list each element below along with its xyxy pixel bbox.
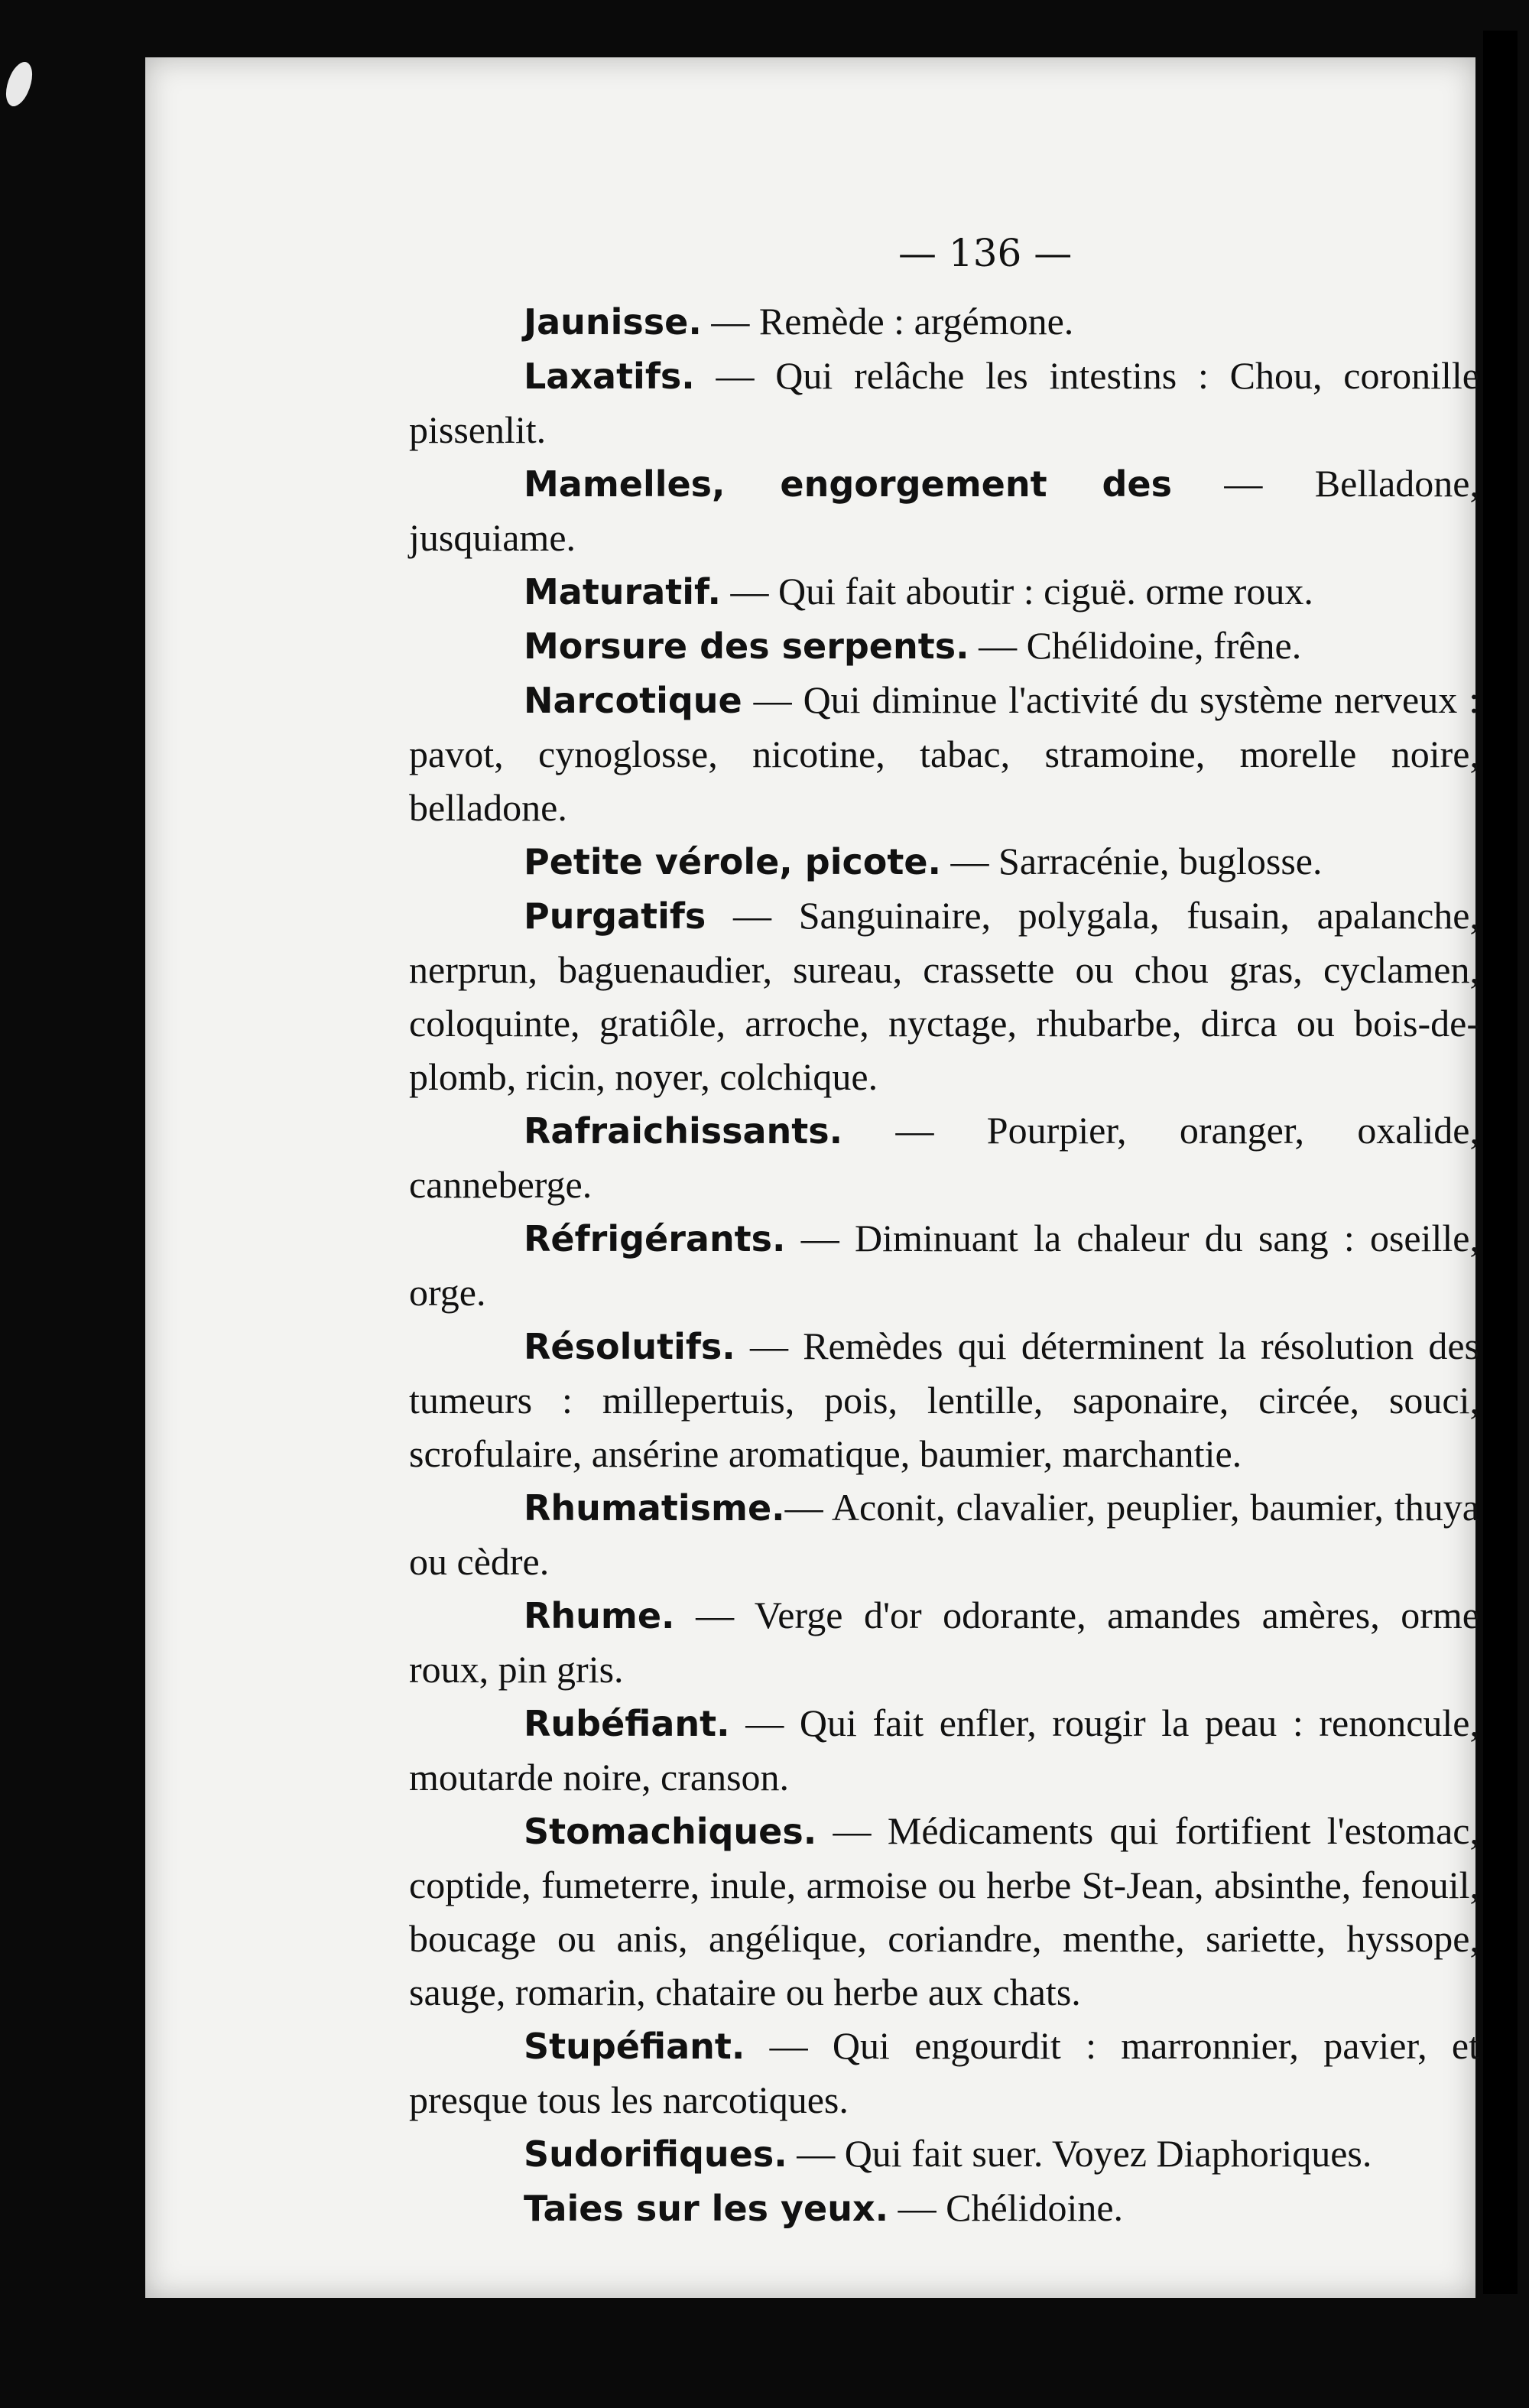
entry-mamelles [409,457,1479,564]
entry-resolutifs [409,1319,1479,1480]
entry-stupefiant [409,2019,1479,2127]
entry-text: — Chélidoine, frêne. [969,624,1302,667]
entry-text: — Verge d'or odorante, amandes amères, orme roux, pin gris. [409,1594,1479,1691]
entry-text: — Sanguinaire, polygala, fusain, apalanche, nerprun, baguenaudier, sureau, crassette ou chou gras, cyclamen, coloquinte, gratiôle, arroche, nyctage, rhubarbe, dirca ou bois-de-plomb, ricin, noyer, colchique. [409,894,1479,1098]
entry-text: — Qui fait suer. Voyez Diaphoriques. [787,2132,1372,2175]
entry-term: Réfrigérants. [524,1218,786,1259]
entry-narcotique [409,673,1479,834]
entry-refrigerants [409,1211,1479,1319]
entry-term: Narcotique [524,680,742,721]
entry-term: Laxatifs. [524,356,695,397]
entry-term: Mamelles, engorgement des [524,463,1172,505]
entry-petite-verole [409,834,1479,889]
page-number: — 136 — [898,231,1073,275]
entry-rhume [409,1588,1479,1696]
entry-rhumatisme [409,1480,1479,1588]
entry-purgatifs [409,889,1479,1103]
entry-term: Rhumatisme. [524,1487,785,1529]
entry-text: — Sarracénie, buglosse. [941,840,1323,882]
entry-text: — Belladone, jusquiame. [409,462,1479,559]
entry-term: Rubéfiant. [524,1703,730,1744]
entry-rubefiant [409,1696,1479,1804]
entry-laxatifs [409,349,1479,457]
entry-term: Résolutifs. [524,1326,735,1367]
entry-stomachiques [409,1804,1479,2019]
entry-text: — Médicaments qui fortifient l'estomac, coptide, fumeterre, inule, armoise ou herbe St-Jean, absinthe, fenouil, boucage ou anis, angélique, coriandre, menthe, sariette, hyssope, sauge, romarin, chataire ou herbe aux chats. [409,1809,1479,2013]
entry-text: — Qui diminue l'activité du système nerveux : pavot, cynoglosse, nicotine, tabac, stramoine, morelle noire, belladone. [409,678,1479,829]
scan-mark [0,58,39,109]
entry-text: — Remède : argémone. [701,300,1074,343]
entry-term: Morsure des serpents. [524,626,969,667]
scan-edge [1483,31,1518,2294]
entry-text: — Aconit, clavalier, peuplier, baumier, thuya ou cèdre. [409,1486,1479,1583]
entry-jaunisse [409,294,1479,349]
entry-text: — Pourpier, oranger, oxalide, canneberge. [409,1109,1479,1206]
entry-text: — Chélidoine. [888,2186,1124,2229]
entry-rafraichissants [409,1103,1479,1211]
entry-term: Sudorifiques. [524,2133,787,2175]
entry-term: Stupéfiant. [524,2026,745,2067]
entry-term: Stomachiques. [524,1811,817,1852]
entry-term: Petite vérole, picote. [524,841,942,882]
entry-term: Maturatif. [524,571,722,613]
entry-term: Rhume. [524,1595,675,1636]
glossary-entries [409,294,1479,2235]
entry-term: Taies sur les yeux. [524,2188,889,2229]
entry-sudorifiques [409,2127,1479,2181]
entry-text: — Qui engourdit : marronnier, pavier, et presque tous les narcotiques. [409,2024,1479,2121]
entry-text: — Diminuant la chaleur du sang : oseille, orge. [409,1217,1479,1314]
entry-maturatif [409,564,1479,619]
entry-term: Rafraichissants. [524,1110,843,1152]
entry-text: — Qui relâche les intestins : Chou, coronille pissenlit. [409,354,1479,451]
entry-morsure [409,619,1479,673]
entry-text: — Remèdes qui déterminent la résolution des tumeurs : millepertuis, pois, lentille, saponaire, circée, souci, scrofulaire, ansérine aromatique, baumier, marchantie. [409,1324,1479,1475]
entry-text: — Qui fait aboutir : ciguë. orme roux. [721,570,1313,613]
entry-taies [409,2181,1479,2235]
entry-text: — Qui fait enfler, rougir la peau : renoncule, moutarde noire, cranson. [409,1701,1479,1799]
entry-term: Purgatifs [524,895,706,937]
entry-term: Jaunisse. [524,301,702,343]
